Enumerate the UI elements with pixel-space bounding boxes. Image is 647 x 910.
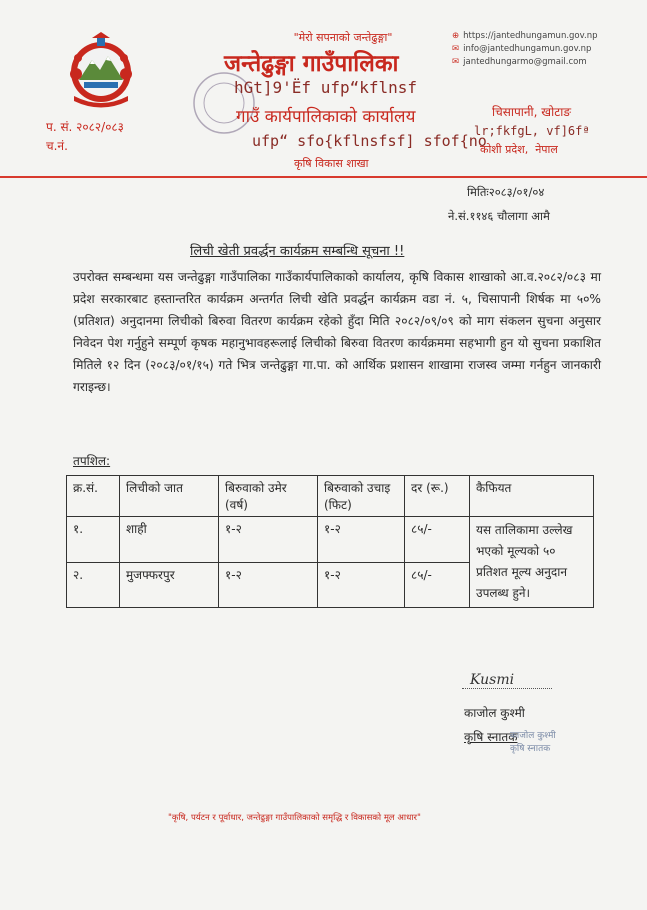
cell: ८५/-	[405, 562, 470, 608]
col-variety: लिचीको जात	[120, 476, 219, 517]
remark-cell: यस तालिकामा उल्लेख भएको मूल्यको ५० प्रतिशत मूल्य अनुदान उपलब्ध हुने।	[470, 517, 594, 608]
stamp-title: कृषि स्नातक	[510, 744, 551, 754]
mail-icon: ✉	[452, 57, 460, 67]
email-icon: ✉	[452, 44, 460, 54]
table-row	[67, 517, 594, 563]
col-rate: दर (रू.)	[405, 476, 470, 517]
patra-sankhya: प. सं. २०८२/०८३	[46, 120, 124, 134]
signatory-title: कृषि स्नातक	[464, 730, 518, 744]
stamp-name: काजोल कुश्मी	[510, 731, 556, 741]
signature-line	[462, 688, 552, 689]
office-name-preeti: hGt]9'Ëf ufp“kflnsf	[234, 78, 418, 97]
seedling-table	[66, 475, 594, 608]
office-subtitle: गाउँ कार्यपालिकाको कार्यालय	[236, 107, 416, 127]
header-divider	[0, 176, 647, 178]
address-line-2: lr;fkfgL, vf]6fª	[474, 124, 590, 138]
globe-icon: ⊕	[452, 31, 460, 41]
date-line: मितिः२०८३/०१/०४	[467, 185, 545, 199]
cell: १-२	[318, 562, 405, 608]
cell: १-२	[219, 517, 318, 563]
chalani-number: च.नं.	[46, 139, 68, 153]
signature-scribble: Kusmi	[470, 672, 515, 688]
col-remark: कैफियत	[470, 476, 594, 517]
nepal-emblem-icon	[62, 30, 140, 110]
notice-subject: लिची खेती प्रवर्द्धन कार्यक्रम सम्बन्धि सूचना !!	[190, 244, 405, 259]
table-header-row	[67, 476, 594, 517]
cell: मुजफ्फरपुर	[120, 562, 219, 608]
col-height: बिरुवाको उचाइ (फिट)	[318, 476, 405, 517]
email-link[interactable]: info@jantedhungamun.gov.np	[463, 44, 592, 54]
slogan: "मेरो सपनाको जन्तेढुङ्गा"	[293, 31, 393, 44]
col-age: बिरुवाको उमेर (वर्ष)	[219, 476, 318, 517]
office-name: जन्तेढुङ्गा गाउँपालिका	[224, 51, 399, 77]
tapsil-label: तपशिल:	[73, 454, 111, 468]
address-line-1: चिसापानी, खोटाङ	[492, 105, 571, 119]
branch-name: कृषि विकास शाखा	[294, 157, 369, 170]
col-sn: क्र.सं.	[67, 476, 120, 517]
address-line-3: कोशी प्रदेश, नेपाल	[480, 143, 558, 156]
website-link[interactable]: https://jantedhungamun.gov.np	[463, 31, 598, 41]
notice-body: उपरोक्त सम्बन्धमा यस जन्तेढुङ्गा गाउँपालिका गाउँकार्यपालिकाको कार्यालय, कृषि विकास शाखाको आ.व.२०८२/०८३ मा प्रदेश सरकारबाट हस्तान्तरित कार्यक्रम अन्तर्गत लिची खेति प्रवर्द्धन कार्यक्रम वडा नं. ५, चिसापानी शिर्षक मा ५०% (प्रतिशत) अनुदानमा लिचीको बिरुवा वितरण कार्यक्रम रहेको हुँदा मिति २०८२/०९/०९ को माग संकलन सुचना अनुसार निवेदन पेश गर्नुहुने सम्पूर्ण कृषक महानुभावहरूलाई लिचीको बिरुवा वितरण कार्यक्रममा सहभागी हुन यो सुचना प्रकाशित मितिले १२ दिन (२०८३/०१/१५) गते भित्र जन्तेढुङ्गा गा.पा. को आर्थिक प्रशासन शाखामा राजस्व जम्मा गर्नहुन जानकारी गराइन्छ।	[73, 270, 601, 394]
cell: १.	[67, 517, 120, 563]
contact-info	[452, 30, 597, 69]
cell: २.	[67, 562, 120, 608]
signature-stamp	[510, 730, 556, 756]
nepal-sambat-date: ने.सं.११४६ चौलागा आमै	[448, 209, 550, 223]
office-subtitle-preeti: ufp“ sfo{kflnsfsf] sfof{no	[252, 132, 487, 150]
cell: शाही	[120, 517, 219, 563]
cell: १-२	[318, 517, 405, 563]
signatory-name: काजोल कुश्मी	[464, 706, 525, 720]
footer-motto: "कृषि, पर्यटन र पूर्वाधार, जन्तेढुङ्गा गाउँपालिकाको समृद्धि र विकासको मूल आधार"	[168, 813, 421, 823]
gmail-link[interactable]: jantedhungarmo@gmail.com	[463, 57, 587, 67]
cell: १-२	[219, 562, 318, 608]
cell: ८५/-	[405, 517, 470, 563]
